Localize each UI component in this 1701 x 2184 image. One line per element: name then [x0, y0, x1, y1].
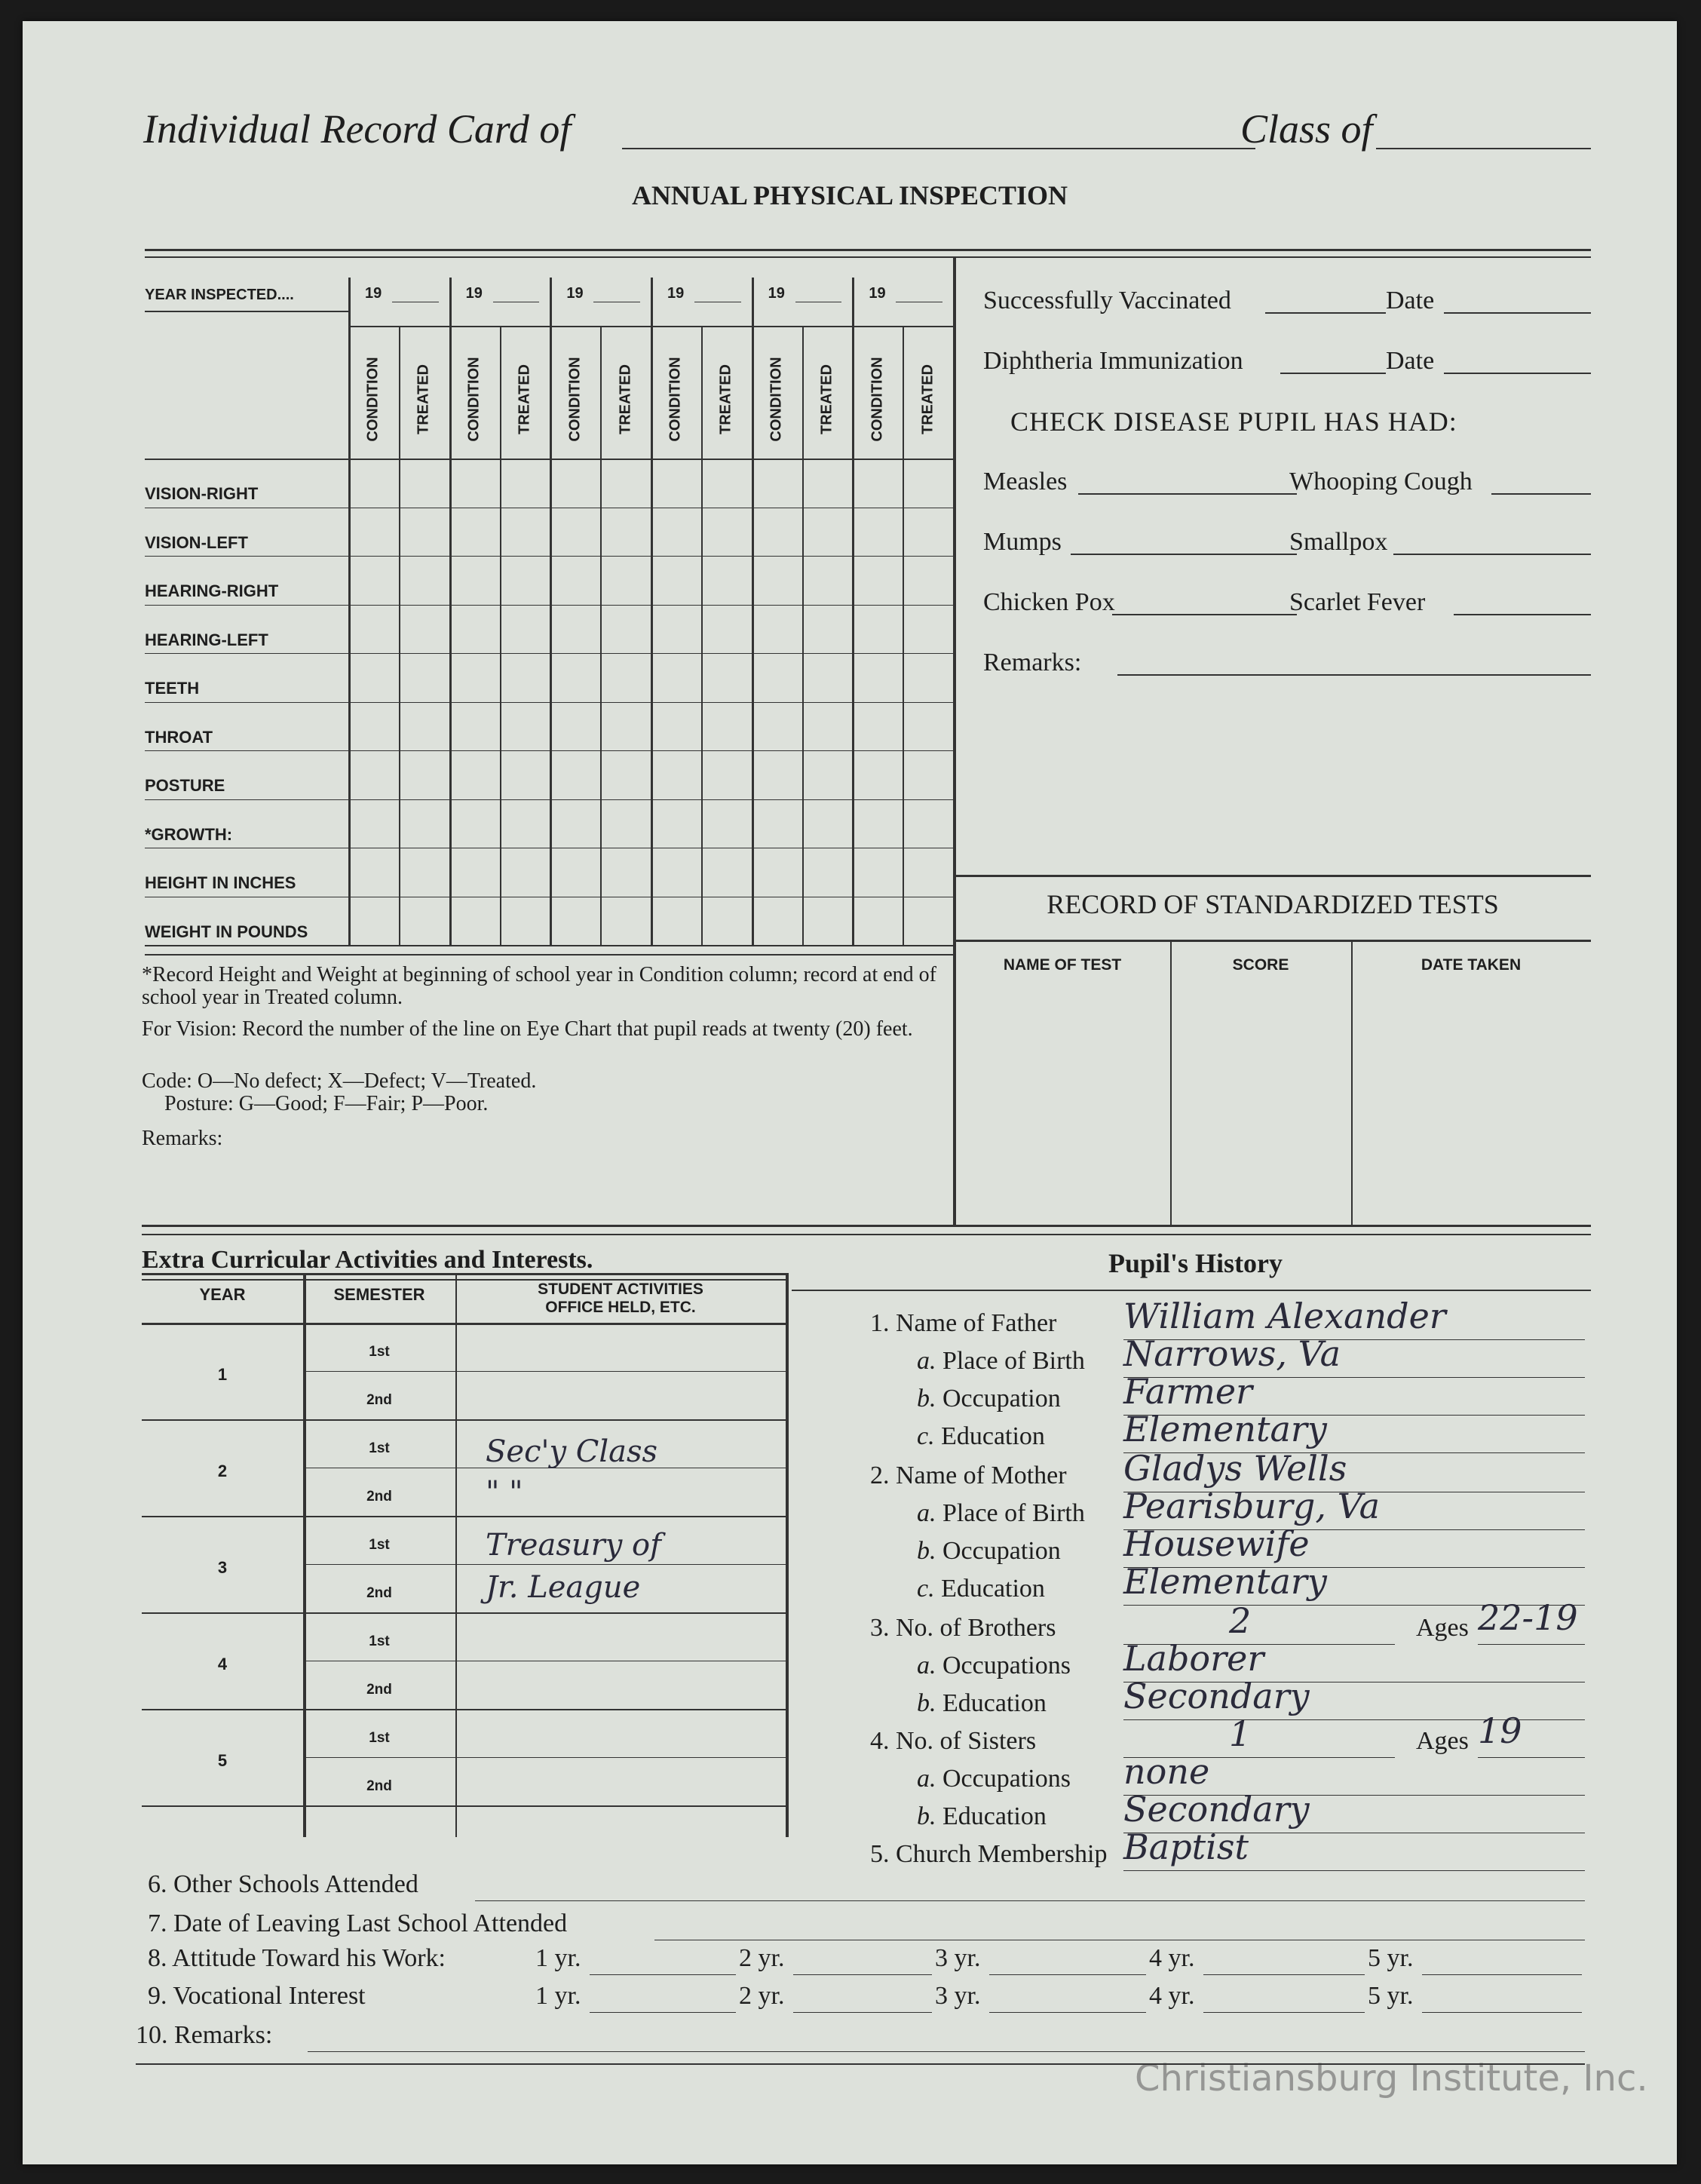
question-label: 8. Attitude Toward his Work:: [148, 1944, 446, 1972]
history-value: Gladys Wells: [1123, 1448, 1347, 1489]
history-label: 3. No. of Brothers: [870, 1614, 1056, 1642]
history-value: Secondary: [1123, 1676, 1310, 1716]
health-remarks-label: Remarks:: [983, 649, 1082, 676]
inspection-row-label: TEETH: [145, 679, 200, 698]
year-field-label: 5 yr.: [1368, 1982, 1414, 2010]
inspection-row-label: THROAT: [145, 727, 213, 747]
activity-year: 1: [217, 1365, 228, 1384]
question-label: 9. Vocational Interest: [148, 1982, 366, 2010]
inspection-row-label: WEIGHT IN POUNDS: [145, 922, 308, 941]
record-card: [23, 21, 1677, 2164]
year-field-label: 1 yr.: [535, 1944, 581, 1972]
history-title: Pupil's History: [1108, 1248, 1283, 1278]
activity-entry: Sec'y Class: [486, 1434, 658, 1469]
ages-value: 19: [1478, 1710, 1522, 1751]
semester-2nd: 2nd: [366, 1778, 392, 1794]
diphtheria-label: Diphtheria Immunization: [983, 347, 1243, 375]
semester-1st: 1st: [369, 1440, 390, 1456]
semester-1st: 1st: [369, 1344, 390, 1360]
history-value: William Alexander: [1123, 1296, 1446, 1336]
mumps-label: Mumps: [983, 528, 1062, 556]
year-field-label: 3 yr.: [935, 1944, 981, 1972]
inspection-remarks-label: Remarks:: [142, 1127, 223, 1150]
page-title: ANNUAL PHYSICAL INSPECTION: [631, 180, 1068, 210]
tests-col-name: NAME OF TEST: [1003, 956, 1122, 974]
activity-entry: " ": [486, 1475, 523, 1510]
semester-2nd: 2nd: [366, 1585, 392, 1601]
year-field-label: 1 yr.: [535, 1982, 581, 2010]
check-disease-title: CHECK DISEASE PUPIL HAS HAD:: [1010, 406, 1457, 437]
tests-col-date: DATE TAKEN: [1421, 956, 1522, 974]
history-label: 1. Name of Father: [870, 1309, 1057, 1337]
ages-label: Ages: [1416, 1727, 1469, 1755]
history-value: Elementary: [1123, 1561, 1327, 1602]
treated-header: TREATED: [617, 364, 634, 434]
year-inspected-label: YEAR INSPECTED....: [145, 287, 294, 303]
year-field-label: 5 yr.: [1368, 1944, 1414, 1972]
year-prefix: 19: [365, 285, 382, 302]
card-title: Individual Record Card of: [143, 106, 572, 152]
activity-entry: Jr. League: [486, 1570, 641, 1605]
semester-1st: 1st: [369, 1537, 390, 1553]
inspection-row-label: HEARING-LEFT: [145, 630, 268, 649]
inspection-row-label: HEIGHT IN INCHES: [145, 873, 296, 892]
year-field-label: 2 yr.: [739, 1982, 785, 2010]
posture-note: Posture: G—Good; F—Fair; P—Poor.: [164, 1092, 489, 1115]
year-field-label: 4 yr.: [1149, 1944, 1195, 1972]
code-note: Code: O—No defect; X—Defect; V—Treated.: [142, 1069, 537, 1093]
year-prefix: 19: [465, 285, 483, 302]
activities-col-office: STUDENT ACTIVITIES OFFICE HELD, ETC.: [538, 1281, 703, 1316]
year-prefix: 19: [869, 285, 886, 302]
vaccinated-date-label: Date: [1386, 287, 1435, 314]
year-field-label: 2 yr.: [739, 1944, 785, 1972]
history-value: none: [1123, 1751, 1210, 1792]
tests-col-score: SCORE: [1232, 956, 1289, 974]
treated-header: TREATED: [415, 364, 432, 434]
history-value: Narrows, Va: [1123, 1333, 1341, 1374]
activity-entry: Treasury of: [486, 1528, 661, 1563]
history-value: Secondary: [1123, 1789, 1310, 1830]
activities-title: Extra Curricular Activities and Interests.: [142, 1246, 593, 1274]
inspection-row-label: VISION-RIGHT: [145, 484, 259, 503]
question-label: 6. Other Schools Attended: [148, 1870, 418, 1898]
inspection-row-label: VISION-LEFT: [145, 532, 248, 552]
inspection-row-label: *GROWTH:: [145, 824, 233, 844]
smallpox-label: Smallpox: [1289, 528, 1388, 556]
history-value: Elementary: [1123, 1409, 1327, 1449]
history-label: b. Occupation: [917, 1537, 1061, 1565]
question-label: 10. Remarks:: [136, 2021, 273, 2049]
history-value: 2: [1229, 1600, 1252, 1641]
chicken-pox-label: Chicken Pox: [983, 588, 1115, 616]
history-value: Farmer: [1123, 1371, 1253, 1412]
condition-header: CONDITION: [465, 357, 483, 442]
scarlet-fever-label: Scarlet Fever: [1289, 588, 1426, 616]
history-value: 1: [1229, 1713, 1252, 1754]
activities-col-year: YEAR: [199, 1285, 246, 1304]
treated-header: TREATED: [717, 364, 734, 434]
history-label: c. Education: [917, 1575, 1045, 1603]
whooping-cough-label: Whooping Cough: [1289, 468, 1473, 495]
measles-label: Measles: [983, 468, 1068, 495]
activity-year: 5: [217, 1751, 228, 1770]
inspection-row-label: HEARING-RIGHT: [145, 581, 279, 600]
watermark: Christiansburg Institute, Inc.: [1135, 2057, 1648, 2100]
history-value: Laborer: [1123, 1638, 1264, 1679]
treated-header: TREATED: [516, 364, 533, 434]
condition-header: CONDITION: [566, 357, 584, 442]
semester-2nd: 2nd: [366, 1392, 392, 1408]
ages-label: Ages: [1416, 1614, 1469, 1642]
growth-note: *Record Height and Weight at beginning of school year in Condition column; record at end of school year in Treated column.: [142, 963, 936, 1009]
semester-2nd: 2nd: [366, 1489, 392, 1505]
activity-year: 2: [217, 1462, 228, 1480]
semester-2nd: 2nd: [366, 1682, 392, 1698]
question-label: 7. Date of Leaving Last School Attended: [148, 1909, 568, 1937]
treated-header: TREATED: [818, 364, 835, 434]
activities-col-semester: SEMESTER: [333, 1285, 425, 1304]
year-prefix: 19: [667, 285, 685, 302]
history-value: Housewife: [1123, 1523, 1310, 1564]
class-label: Class of: [1240, 106, 1373, 152]
year-field-label: 4 yr.: [1149, 1982, 1195, 2010]
vision-note: For Vision: Record the number of the line on Eye Chart that pupil reads at twenty (20) feet.: [142, 1017, 913, 1041]
ages-value: 22-19: [1478, 1597, 1578, 1638]
semester-1st: 1st: [369, 1730, 390, 1746]
condition-header: CONDITION: [667, 357, 684, 442]
diphtheria-date-label: Date: [1386, 347, 1435, 375]
vaccinated-label: Successfully Vaccinated: [983, 287, 1231, 314]
treated-header: TREATED: [919, 364, 936, 434]
history-value: Baptist: [1123, 1827, 1249, 1867]
inspection-row-label: POSTURE: [145, 776, 225, 795]
history-label: b. Education: [917, 1802, 1047, 1830]
history-label: b. Occupation: [917, 1385, 1061, 1413]
condition-header: CONDITION: [869, 357, 886, 442]
history-label: 4. No. of Sisters: [870, 1727, 1037, 1755]
tests-title: RECORD OF STANDARDIZED TESTS: [1047, 889, 1499, 919]
history-value: Pearisburg, Va: [1123, 1486, 1381, 1526]
history-label: a. Place of Birth: [917, 1499, 1085, 1527]
history-label: b. Education: [917, 1689, 1047, 1717]
condition-header: CONDITION: [768, 357, 785, 442]
year-field-label: 3 yr.: [935, 1982, 981, 2010]
history-label: 5. Church Membership: [870, 1840, 1108, 1868]
history-label: c. Education: [917, 1422, 1045, 1450]
history-label: 2. Name of Mother: [870, 1462, 1067, 1489]
history-label: a. Occupations: [917, 1765, 1071, 1793]
condition-header: CONDITION: [364, 357, 382, 442]
semester-1st: 1st: [369, 1633, 390, 1649]
year-prefix: 19: [566, 285, 584, 302]
activity-year: 3: [217, 1558, 228, 1577]
activity-year: 4: [217, 1655, 228, 1673]
year-prefix: 19: [768, 285, 785, 302]
history-label: a. Occupations: [917, 1652, 1071, 1679]
history-label: a. Place of Birth: [917, 1347, 1085, 1375]
